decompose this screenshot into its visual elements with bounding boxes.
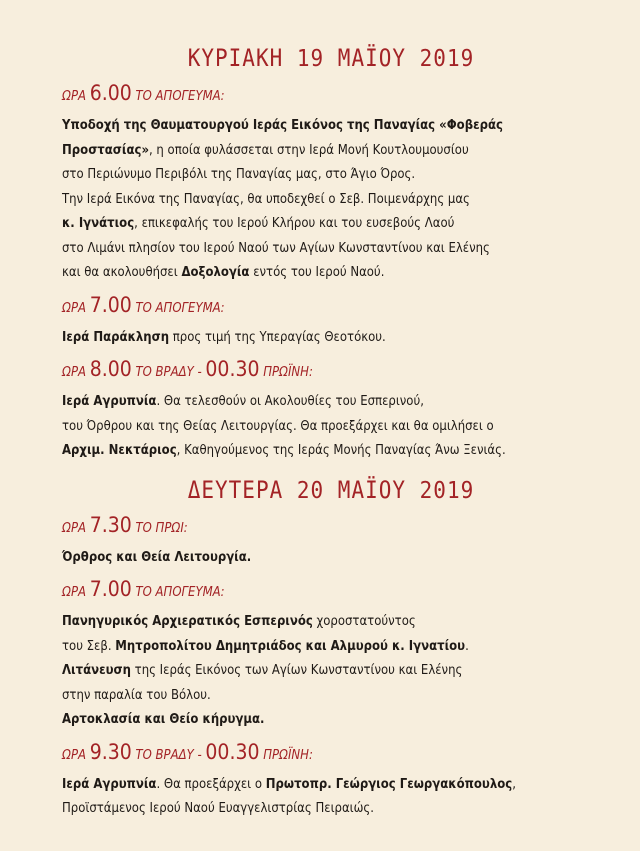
event-text: Λιτάνευση της Ιεράς Εικόνος των Αγίων Κωνσταντίνου και Ελένης (62, 663, 463, 678)
event-time: ΩΡΑ 8.00 ΤΟ ΒΡΑΔΥ - 00.30 ΠΡΩΪΝΗ: (62, 357, 313, 381)
event-time: ΩΡΑ 7.00 ΤΟ ΑΠΟΓΕΥΜΑ: (62, 292, 225, 317)
event-monday-1 (62, 512, 600, 571)
event-text: Αρχιμ. Νεκτάριος, Καθηγούμενος της Ιεράς Μονής Παναγίας Άνω Ξενιάς. (62, 443, 506, 458)
event-sunday-1 (62, 80, 600, 286)
event-text: Αρτοκλασία και Θείο κήρυγμα. (62, 712, 265, 727)
event-text: στο Περιώνυμο Περιβόλι της Παναγίας μας, στο Άγιο Όρος. (62, 167, 416, 182)
event-text: Υποδοχή της Θαυματουργού Ιεράς Εικόνος της Παναγίας «Φοβεράς (62, 118, 503, 133)
event-monday-2 (62, 576, 600, 733)
event-text: στο Λιμάνι πλησίον του Ιερού Ναού των Αγίων Κωνσταντίνου και Ελένης (62, 240, 490, 256)
event-text: Όρθρος και Θεία Λειτουργία. (62, 549, 252, 565)
event-text: στην παραλία του Βόλου. (62, 687, 211, 703)
event-time: ΩΡΑ 6.00 ΤΟ ΑΠΟΓΕΥΜΑ: (62, 81, 225, 105)
event-monday-3 (62, 739, 600, 822)
event-sunday-2 (62, 292, 600, 351)
event-text: Ιερά Αγρυπνία. Θα τελεσθούν οι Ακολουθίες του Εσπερινού, (62, 394, 424, 409)
event-text: Ιερά Αγρυπνία. Θα προεξάρχει ο Πρωτοπρ. Γεώργιος Γεωργακόπουλος, (62, 776, 516, 792)
event-text: και θα ακολουθήσει Δοξολογία εντός του Ιερού Ναού. (62, 265, 385, 280)
event-text: του Σεβ. Μητροπολίτου Δημητριάδος και Αλμυρού κ. Ιγνατίου. (62, 638, 469, 654)
event-text: Πανηγυρικός Αρχιερατικός Εσπερινός χοροστατούντος (62, 614, 416, 629)
event-text: κ. Ιγνάτιος, επικεφαλής του Ιερού Κλήρου και του ευσεβούς Λαού (62, 216, 455, 231)
event-text: Ιερά Παράκληση προς τιμή της Υπεραγίας Θεοτόκου. (62, 329, 386, 345)
event-text: του Όρθρου και της Θείας Λειτουργίας. Θα προεξάρχει και θα ομιλήσει ο (62, 418, 494, 434)
event-sunday-3 (62, 356, 600, 464)
event-text: Προστασίας», η οποία φυλάσσεται στην Ιερά Μονή Κουτλουμουσίου (62, 142, 469, 158)
event-text: Προϊστάμενος Ιερού Ναού Ευαγγελιστρίας Πειραιώς. (62, 801, 375, 816)
event-time: ΩΡΑ 7.30 ΤΟ ΠΡΩΙ: (62, 512, 188, 537)
event-time: ΩΡΑ 7.00 ΤΟ ΑΠΟΓΕΥΜΑ: (62, 577, 225, 601)
day-heading-monday: ΔΕΥΤΕΡΑ 20 ΜΑΪΟΥ 2019 (187, 476, 475, 503)
day-heading-sunday: ΚΥΡΙΑΚΗ 19 ΜΑΪΟΥ 2019 (187, 44, 475, 72)
event-text: Την Ιερά Εικόνα της Παναγίας, θα υποδεχθεί ο Σεβ. Ποιμενάρχης μας (62, 191, 470, 207)
event-time: ΩΡΑ 9.30 ΤΟ ΒΡΑΔΥ - 00.30 ΠΡΩΪΝΗ: (62, 739, 313, 764)
